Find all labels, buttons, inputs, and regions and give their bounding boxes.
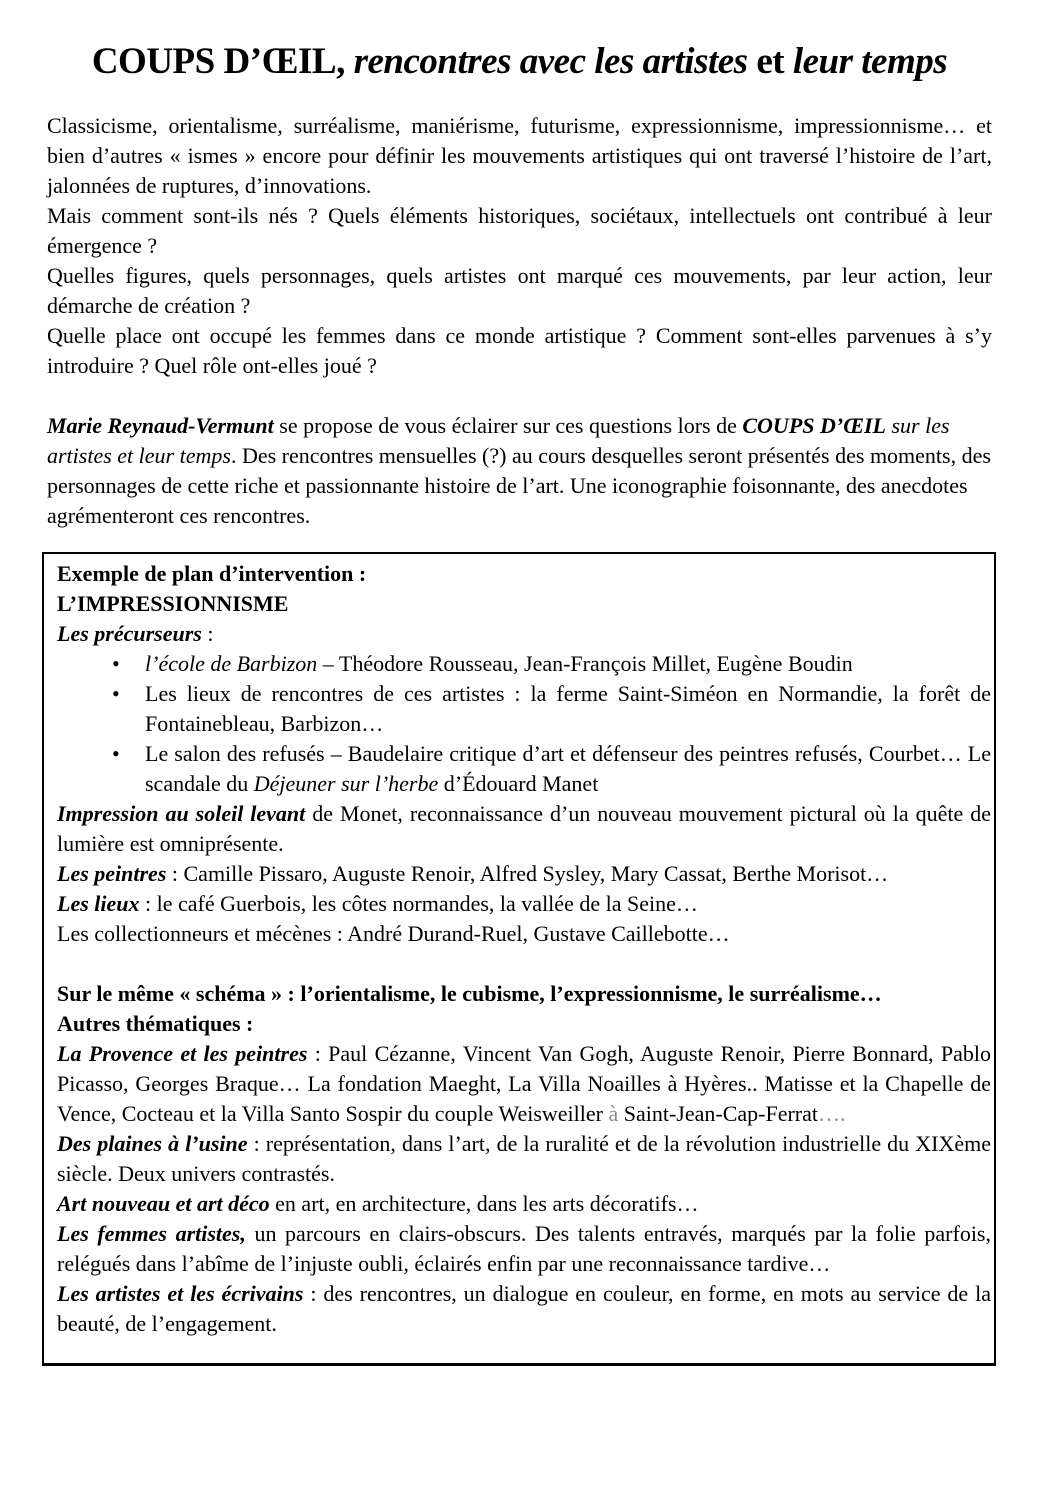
list-item [145,739,991,799]
ecrivains-lead: Les artistes et les écrivains [57,1281,304,1306]
bullet-2-text: Les lieux de rencontres de ces artistes : la ferme Saint-Siméon en Normandie, la forêt de Fontainebleau, Barbizon… [145,681,991,736]
presenter-name: Marie Reynaud-Vermunt [47,413,274,438]
plan-heading: Exemple de plan d’intervention : [57,561,367,586]
artnouveau-rest: en art, en architecture, dans les arts décoratifs… [269,1191,699,1216]
bullet-3-italic: Déjeuner sur l’herbe [253,771,439,796]
precursors-heading [57,619,991,649]
precursors-colon: : [201,621,214,646]
femmes-lead: Les femmes artistes, [57,1221,246,1246]
document-title [47,40,992,84]
plan-subject: L’IMPRESSIONNISME [57,591,289,616]
bullet-3-text-2: d’Édouard Manet [438,771,599,796]
peintres-rest: : Camille Pissaro, Auguste Renoir, Alfred Sysley, Mary Cassat, Berthe Morisot… [166,861,889,886]
plan-box [42,552,996,1366]
plaines-lead: Des plaines à l’usine [57,1131,248,1156]
presenter-paragraph [47,411,992,531]
peintres-lead: Les peintres [57,861,167,886]
impression-rest: de Monet, reconnaissance d’un nouveau mouvement pictural où la quête de lumière est omniprésente. [57,801,991,856]
presenter-text-2: . Des rencontres mensuelles (?) au cours desquelles seront présentés des moments, des personnages de cette riche et passionnante histoire de l’art. Une iconographie foisonnante, des anecdotes agrémenteront ces rencontres. [47,443,991,528]
impression-paragraph [57,799,991,859]
intro-paragraph-4: Quelle place ont occupé les femmes dans ce monde artistique ? Comment sont-elles parvenues à s’y introduire ? Quel rôle ont-elles joué ? [47,323,992,378]
bullet-1-italic: l’école de Barbizon [145,651,318,676]
ecrivains-paragraph [57,1279,991,1339]
presenter-text-1: se propose de vous éclairer sur ces questions lors de [273,413,743,438]
provence-text-1: : Paul Cézanne, Vincent Van Gogh, Auguste Renoir, Pierre Bonnard, Pablo Picasso, Georges Braque… La fondation Maeght, La Villa Noailles à Hyères.. Matisse et la Chapelle de Vence, Cocteau et la Villa Santo Sospir du couple Weisweiller [57,1041,991,1126]
precursors-label: Les précurseurs [57,621,202,646]
intro-paragraph-2: Mais comment sont-ils nés ? Quels éléments historiques, sociétaux, intellectuels ont contribué à leur émergence ? [47,203,992,258]
bullet-3-text-1: Le salon des refusés – Baudelaire critique d’art et défenseur des peintres refusés, Courbet… Le scandale du [145,741,991,796]
list-item [145,679,991,739]
artnouveau-lead: Art nouveau et art déco [57,1191,270,1216]
plaines-rest: : représentation, dans l’art, de la ruralité et de la révolution industrielle du XIXème siècle. Deux univers contrastés. [57,1131,991,1186]
intro-paragraph-3: Quelles figures, quels personnages, quels artistes ont marqué ces mouvements, par leur action, leur démarche de création ? [47,263,992,318]
title-italic-1: rencontres avec les artistes [353,41,748,82]
provence-text-2: Saint-Jean-Cap-Ferrat [618,1101,818,1126]
provence-paragraph [57,1039,991,1129]
impression-lead: Impression au soleil levant [57,801,306,826]
bullet-1-text: – Théodore Rousseau, Jean-François Millet, Eugène Boudin [317,651,853,676]
provence-gray-dots: …. [818,1101,846,1126]
schema-paragraph: Sur le même « schéma » : l’orientalisme, le cubisme, l’expressionnisme, le surréalisme… [57,981,882,1006]
autres-heading: Autres thématiques : [57,1011,254,1036]
artnouveau-paragraph [57,1189,991,1219]
list-item [145,649,991,679]
peintres-paragraph [57,859,991,889]
plaines-paragraph [57,1129,991,1189]
event-title-italic: sur les artistes et leur temps [47,413,950,468]
ecrivains-rest: : des rencontres, un dialogue en couleur, en forme, en mots au service de la beauté, de l’engagement. [57,1281,991,1336]
event-title-bold: COUPS D’ŒIL [742,413,886,438]
lieux-rest: : le café Guerbois, les côtes normandes, la vallée de la Seine… [139,891,698,916]
title-roman-1: COUPS D’ŒIL, [91,41,354,82]
lieux-lead: Les lieux [57,891,140,916]
title-italic-2: leur temps [792,41,948,82]
lieux-paragraph [57,889,991,919]
precursors-list [57,649,991,799]
femmes-rest: un parcours en clairs-obscurs. Des talents entravés, marqués par la folie parfois, relégués dans l’abîme de l’injuste oubli, éclairés enfin par une reconnaissance tardive… [57,1221,991,1276]
femmes-paragraph [57,1219,991,1279]
collectionneurs-paragraph: Les collectionneurs et mécènes : André Durand-Ruel, Gustave Caillebotte… [57,921,730,946]
provence-lead: La Provence et les peintres [57,1041,308,1066]
intro-paragraph-1: Classicisme, orientalisme, surréalisme, maniérisme, futurisme, expressionnisme, impressionnisme… et bien d’autres « ismes » encore pour définir les mouvements artistiques qui ont traversé l’histoire de l’art, jalonnées de ruptures, d’innovations. [47,113,992,198]
title-roman-2: et [747,41,793,82]
provence-gray-a: à [608,1101,619,1126]
